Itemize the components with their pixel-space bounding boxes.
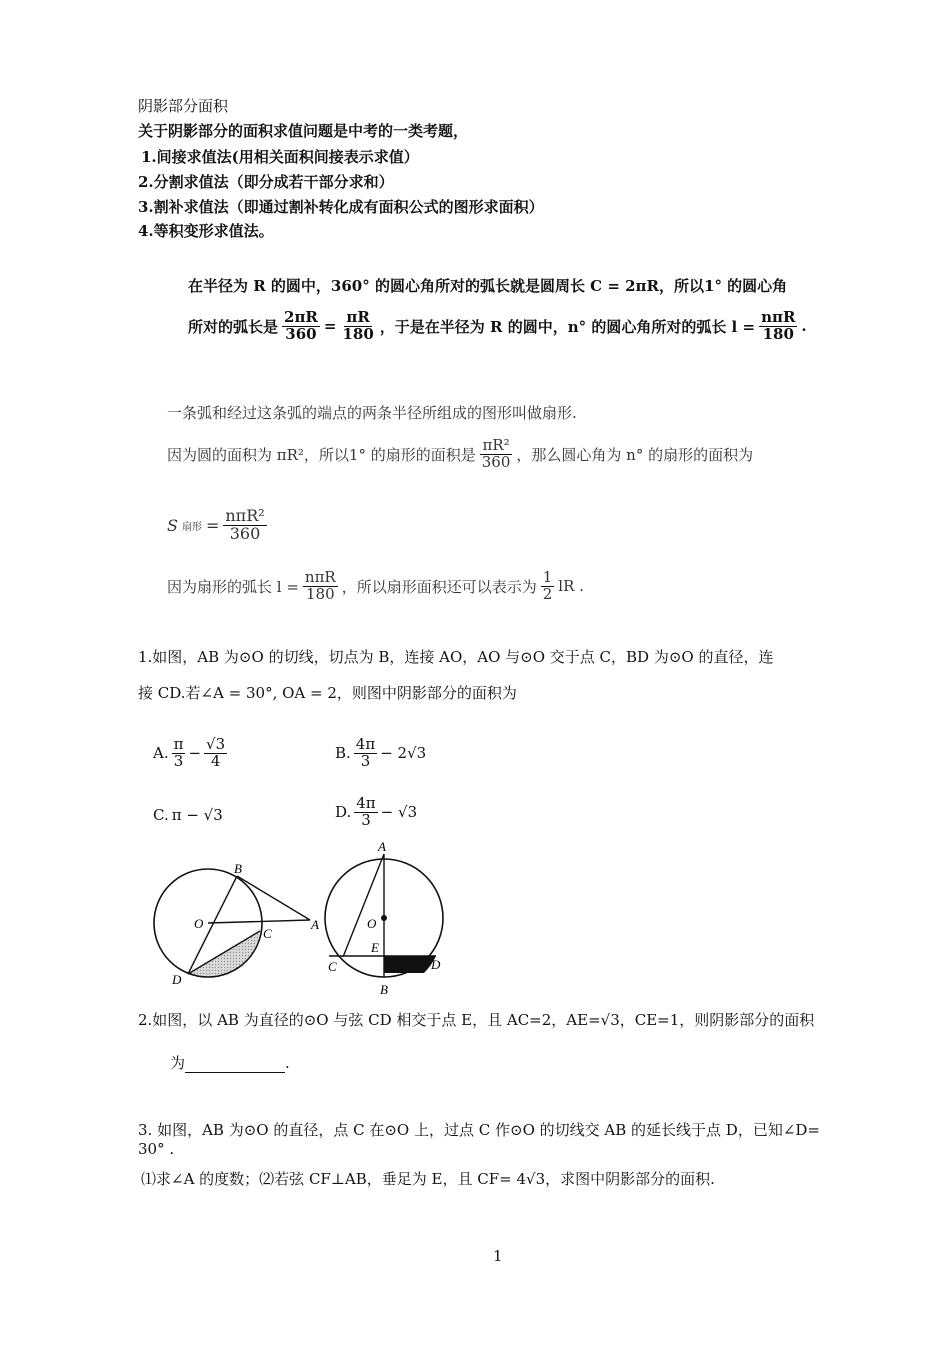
figure-2-label-d: D — [431, 957, 441, 972]
sector-area-formula — [167, 508, 267, 543]
option-a-minus: − — [188, 744, 202, 763]
arc-fraction-3-num: nπR — [761, 308, 796, 326]
option-d-rest: − √3 — [380, 803, 418, 822]
q2-line2 — [170, 1052, 290, 1073]
q1-line2: 接 CD.若∠A = 30°, OA = 2，则图中阴影部分的面积为 — [138, 684, 517, 702]
q3-line3: ⑴求∠A 的度数；⑵若弦 CF⊥AB，垂足为 E，且 CF= 4√3，求图中阴影部分的面积. — [141, 1170, 715, 1188]
figure-2-center-point — [381, 915, 387, 921]
option-c-text: π − √3 — [171, 806, 223, 824]
arc-fraction-1 — [282, 310, 320, 343]
sector-fraction-3-den: 180 — [306, 584, 335, 603]
q2-line2-end: . — [285, 1054, 290, 1072]
sector-text-a: 因为圆的面积为 πR²，所以1° 的扇形的面积是 — [167, 445, 476, 464]
option-d-label: D. — [335, 803, 352, 822]
figure-1-label-o: O — [194, 916, 204, 931]
sector-fraction-2 — [223, 508, 266, 543]
option-b-frac-num: 4π — [355, 735, 376, 753]
figure-1-diagram — [148, 858, 323, 988]
figure-1-line-oa — [208, 920, 310, 923]
arc-fraction-3-den: 180 — [762, 324, 794, 343]
q3-line2: 30° . — [138, 1140, 175, 1158]
arc-formula-line1: 在半径为 R 的圆中，360° 的圆心角所对的弧长就是圆周长 C = 2πR，所以1° 的圆心角 — [188, 277, 788, 295]
page-number: 1 — [493, 1247, 503, 1265]
sector-s-sub: 扇形 — [181, 521, 202, 533]
q1-option-b — [335, 737, 426, 770]
option-b-frac — [354, 737, 377, 770]
sector-fraction-3 — [303, 570, 338, 603]
sector-line2-c: lR . — [558, 577, 584, 596]
arc-fraction-2-den: 180 — [342, 324, 374, 343]
q3-line1: 3. 如图，AB 为⊙O 的直径，点 C 在⊙O 上，过点 C 作⊙O 的切线交 AB 的延长线于点 D，已知∠D= — [138, 1121, 820, 1139]
option-a-frac1-den: 3 — [173, 751, 184, 770]
arc-formula-line2 — [188, 310, 807, 343]
sector-definition: 一条弧和经过这条弧的端点的两条半径所组成的图形叫做扇形. — [167, 404, 577, 422]
q1-line1: 1.如图，AB 为⊙O 的切线，切点为 B，连接 AO，AO 与⊙O 交于点 C，BD 为⊙O 的直径，连 — [138, 648, 774, 666]
option-b-rest: − 2√3 — [380, 744, 427, 763]
option-b-label: B. — [335, 744, 351, 763]
figure-2-diagram — [323, 838, 448, 998]
figure-2-label-a: A — [378, 839, 386, 854]
figure-2-label-c: C — [328, 959, 337, 974]
sector-line2-a: 因为扇形的弧长 l = — [167, 577, 299, 596]
figure-2-label-e: E — [371, 940, 379, 955]
option-d-frac-den: 3 — [361, 810, 371, 829]
arc-end: . — [801, 317, 807, 336]
option-a-frac2 — [204, 737, 227, 770]
figure-2-label-o: O — [367, 916, 377, 931]
option-a-frac1 — [172, 737, 186, 770]
figure-1-label-d: D — [172, 972, 182, 987]
option-a-frac2-den: 4 — [210, 751, 221, 770]
sector-fraction-2-den: 360 — [229, 523, 261, 543]
option-d-frac-num: 4π — [356, 794, 376, 812]
figure-1-tangent-ab — [237, 876, 310, 920]
sector-fraction-1-den: 360 — [481, 452, 511, 471]
page-title: 阴影部分面积 — [138, 97, 229, 115]
arc-text-a: 所对的弧长是 — [188, 317, 279, 336]
sector-line2-b: ，所以扇形面积还可以表示为 — [341, 577, 537, 596]
sector-fraction-1 — [480, 438, 513, 471]
option-a-frac1-num: π — [173, 735, 184, 753]
arc-fraction-1-den: 360 — [285, 324, 317, 343]
q1-option-c — [153, 806, 223, 824]
sector-fraction-4-den: 2 — [542, 584, 553, 603]
sector-fraction-4-num: 1 — [542, 568, 553, 586]
q1-option-a — [153, 737, 227, 770]
sector-eq: = — [205, 515, 220, 535]
option-b-frac-den: 3 — [360, 751, 371, 770]
option-a-frac2-num: √3 — [206, 735, 226, 753]
method-3: 3.割补求值法（即通过割补转化成有面积公式的图形求面积） — [138, 198, 544, 216]
q2-answer-blank[interactable] — [185, 1058, 285, 1073]
sector-s-label: S — [167, 515, 178, 535]
sector-fraction-1-num: πR² — [482, 436, 510, 454]
arc-eq: = — [323, 317, 337, 336]
q2-line2-text: 为 — [170, 1054, 186, 1072]
sector-fraction-4 — [541, 570, 555, 603]
method-4: 4.等积变形求值法。 — [138, 222, 274, 240]
arc-fraction-1-num: 2πR — [284, 308, 318, 326]
figure-2-label-b: B — [380, 982, 388, 997]
option-a-label: A. — [153, 744, 169, 763]
q2-line1: 2.如图，以 AB 为直径的⊙O 与弦 CD 相交于点 E，且 AC=2，AE=√3，CE=1，则阴影部分的面积 — [138, 1011, 815, 1029]
sector-fraction-3-num: nπR — [304, 568, 336, 586]
intro-text: 关于阴影部分的面积求值问题是中考的一类考题， — [138, 122, 469, 140]
arc-fraction-2 — [340, 310, 375, 343]
method-1: 1.间接求值法(用相关面积间接表示求值） — [141, 148, 419, 166]
figure-1-label-c: C — [263, 926, 272, 941]
sector-line1 — [167, 438, 753, 471]
sector-text-b: ，那么圆心角为 n° 的扇形的面积为 — [516, 445, 754, 464]
arc-fraction-3 — [759, 310, 797, 343]
option-d-frac — [354, 796, 377, 829]
method-2: 2.分割求值法（即分成若干部分求和） — [138, 173, 394, 191]
option-c-label: C. — [153, 806, 169, 824]
arc-fraction-2-num: πR — [346, 308, 370, 326]
q1-option-d — [335, 796, 417, 829]
arc-text-b: ，于是在半径为 R 的圆中，n° 的圆心角所对的弧长 l = — [379, 317, 756, 336]
sector-line2 — [167, 570, 584, 603]
sector-fraction-2-num: nπR² — [225, 506, 265, 525]
figure-1-label-a: A — [311, 917, 319, 932]
figure-1-label-b: B — [234, 861, 242, 876]
